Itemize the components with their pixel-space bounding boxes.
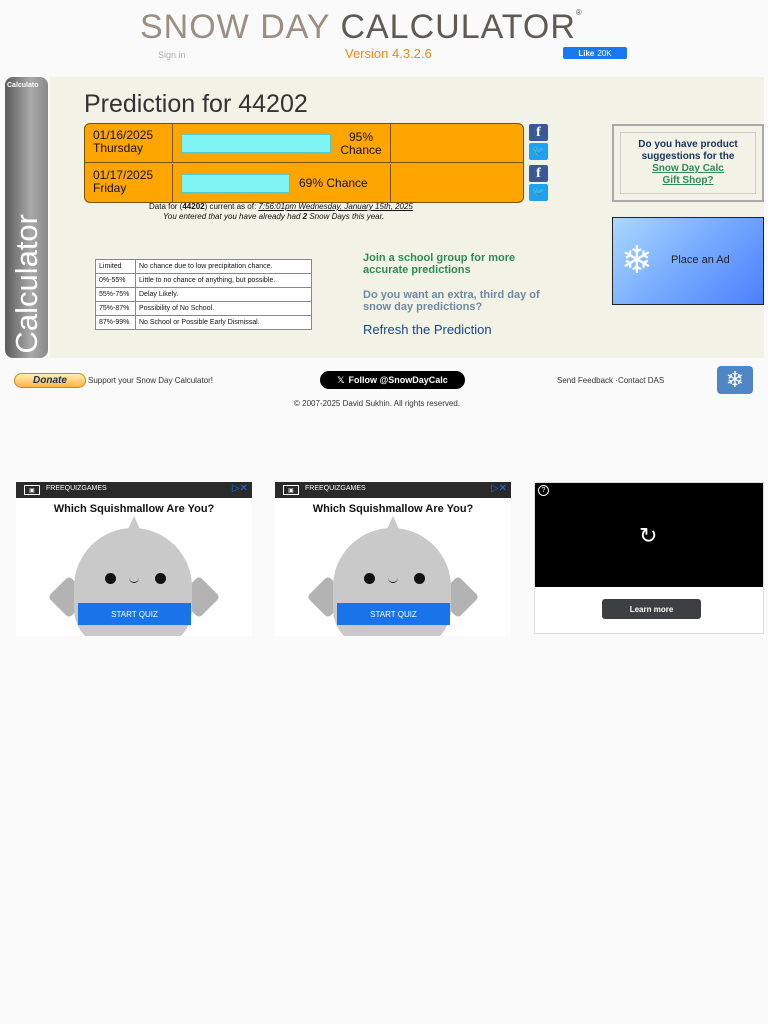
prediction-day-name: Friday xyxy=(93,181,127,195)
prediction-title: Prediction for 44202 xyxy=(84,90,308,118)
sign-in-link[interactable]: Sign in xyxy=(158,50,186,60)
squishmallow-eye xyxy=(414,573,425,584)
logo-word-calculator: CALCULATOR xyxy=(340,8,576,46)
prediction-day-name: Thursday xyxy=(93,141,144,155)
chance-percent xyxy=(338,131,384,157)
chance-percent: 69% Chance xyxy=(299,176,368,190)
send-feedback-link[interactable]: Send Feedback xyxy=(557,376,614,385)
like-label: Like xyxy=(578,48,595,58)
column-divider xyxy=(390,164,391,203)
side-tab-label: Calculator xyxy=(9,214,44,354)
chance-legend-table xyxy=(95,259,312,330)
squishmallow-eye xyxy=(155,573,166,584)
x-logo-icon: 𝕏 xyxy=(337,374,345,385)
chance-percent-value: 95% xyxy=(348,130,374,144)
data-timestamp-line xyxy=(149,202,413,211)
chance-word: Chance xyxy=(340,143,382,157)
video-ad[interactable] xyxy=(534,482,764,634)
legend-row xyxy=(96,316,312,330)
support-text: Support your Snow Day Calculator! xyxy=(88,376,213,385)
prediction-date-value: 01/17/2025 xyxy=(93,168,154,182)
site-logo[interactable] xyxy=(140,8,583,47)
replay-icon[interactable]: ↻ xyxy=(639,523,658,548)
gift-shop-box xyxy=(612,124,764,202)
snowflake-app-icon[interactable]: ❄ xyxy=(717,366,753,394)
ad-header-bar xyxy=(16,482,252,498)
refresh-prediction-link[interactable]: Refresh the Prediction xyxy=(363,322,492,337)
legend-description: Possibility of No School. xyxy=(136,302,312,316)
column-divider xyxy=(172,164,173,203)
legend-range: 75%-87% xyxy=(96,302,136,316)
twitter-share-icon[interactable]: 🐦 xyxy=(529,184,548,201)
version-label: Version 4.3.2.6 xyxy=(345,46,432,61)
follow-label: Follow @SnowDayCalc xyxy=(348,375,448,385)
copyright: © 2007-2025 David Sukhin. All rights reserved. xyxy=(294,399,460,408)
ad-close-icon[interactable]: ▷✕ xyxy=(231,483,248,494)
footer-links: Send Feedback ·Contact DAS xyxy=(557,376,665,385)
video-player[interactable] xyxy=(535,483,763,587)
facebook-share-icon[interactable]: f xyxy=(529,165,548,182)
follow-on-x-button[interactable] xyxy=(320,371,465,389)
legend-description: Little to no chance of anything, but possible. xyxy=(136,274,312,288)
column-divider xyxy=(390,124,391,162)
data-prefix: Data for ( xyxy=(149,202,183,211)
gift-shop-inner xyxy=(620,132,756,194)
ad-info-icon[interactable]: ? xyxy=(538,485,549,496)
legend-description: Delay Likely. xyxy=(136,288,312,302)
donate-button[interactable]: Donate xyxy=(14,373,86,388)
prediction-date-value: 01/16/2025 xyxy=(93,128,154,142)
quiz-ad[interactable] xyxy=(275,482,511,636)
legend-range: 55%-75% xyxy=(96,288,136,302)
ad-close-icon[interactable]: ▷✕ xyxy=(490,483,507,494)
third-day-prediction-link[interactable]: Do you want an extra, third day of snow day predictions? xyxy=(363,289,540,313)
snow-days-entered-line xyxy=(163,212,384,221)
legend-range: 0%-55% xyxy=(96,274,136,288)
twitter-share-icon[interactable]: 🐦 xyxy=(529,143,548,160)
legend-row xyxy=(96,274,312,288)
start-quiz-button[interactable]: START QUIZ xyxy=(78,603,191,625)
prediction-date xyxy=(93,129,175,155)
prediction-date xyxy=(93,169,175,195)
learn-more-button[interactable]: Learn more xyxy=(602,599,701,619)
ad-brand: FREEQUIZGAMES xyxy=(46,485,107,492)
ad-brand: FREEQUIZGAMES xyxy=(305,485,366,492)
ad-header-bar xyxy=(275,482,511,498)
entered-suffix: Snow Days this year. xyxy=(307,212,385,221)
facebook-share-icon[interactable]: f xyxy=(529,124,548,141)
quiz-brand-logo-icon: ▣ xyxy=(283,485,299,495)
legend-description: No chance due to low precipitation chance. xyxy=(136,260,312,274)
zip-code: 44202 xyxy=(182,202,205,211)
calculator-side-tab[interactable] xyxy=(5,77,48,358)
chance-bar xyxy=(181,174,290,193)
gift-shop-link-line2[interactable]: Gift Shop? xyxy=(662,175,714,186)
data-mid: ) current as of: xyxy=(204,202,259,211)
join-school-group-link[interactable]: Join a school group for more accurate predictions xyxy=(363,252,516,276)
facebook-like-button[interactable] xyxy=(563,47,627,59)
legend-row xyxy=(96,288,312,302)
legend-row xyxy=(96,302,312,316)
side-tab-small-label: Calculato xyxy=(7,82,39,89)
gift-question: Do you have product suggestions for the xyxy=(638,139,738,162)
legend-range: Limited xyxy=(96,260,136,274)
snow-days-count: 2 xyxy=(302,212,308,221)
ad-title: Which Squishmallow Are You? xyxy=(312,503,474,515)
squishmallow-eye xyxy=(364,573,375,584)
contact-das-link[interactable]: Contact DAS xyxy=(617,376,665,385)
column-divider xyxy=(172,124,173,162)
logo-word-snow-day: SNOW DAY xyxy=(140,8,330,46)
snowflake-icon: ❄ xyxy=(621,240,653,282)
place-an-ad-label: Place an Ad xyxy=(671,254,730,266)
squishmallow-eye xyxy=(105,573,116,584)
quiz-ad[interactable] xyxy=(16,482,252,636)
start-quiz-button[interactable]: START QUIZ xyxy=(337,603,450,625)
quiz-brand-logo-icon: ▣ xyxy=(24,485,40,495)
data-timestamp: 7:56:01pm Wednesday, January 15th, 2025 xyxy=(258,202,413,211)
gift-shop-link-line1[interactable]: Snow Day Calc xyxy=(652,163,724,174)
prediction-row xyxy=(85,124,523,163)
legend-row xyxy=(96,260,312,274)
prediction-row xyxy=(85,164,523,203)
place-an-ad-banner[interactable] xyxy=(612,217,764,305)
ad-title: Which Squishmallow Are You? xyxy=(53,503,215,515)
chance-bar xyxy=(181,134,331,153)
like-count: 20K xyxy=(597,48,612,58)
registered-mark: ® xyxy=(575,8,583,17)
legend-range: 87%-99% xyxy=(96,316,136,330)
legend-description: No School or Possible Early Dismissal. xyxy=(136,316,312,330)
prediction-table xyxy=(84,123,524,203)
entered-prefix: You entered that you have already had xyxy=(163,212,303,221)
